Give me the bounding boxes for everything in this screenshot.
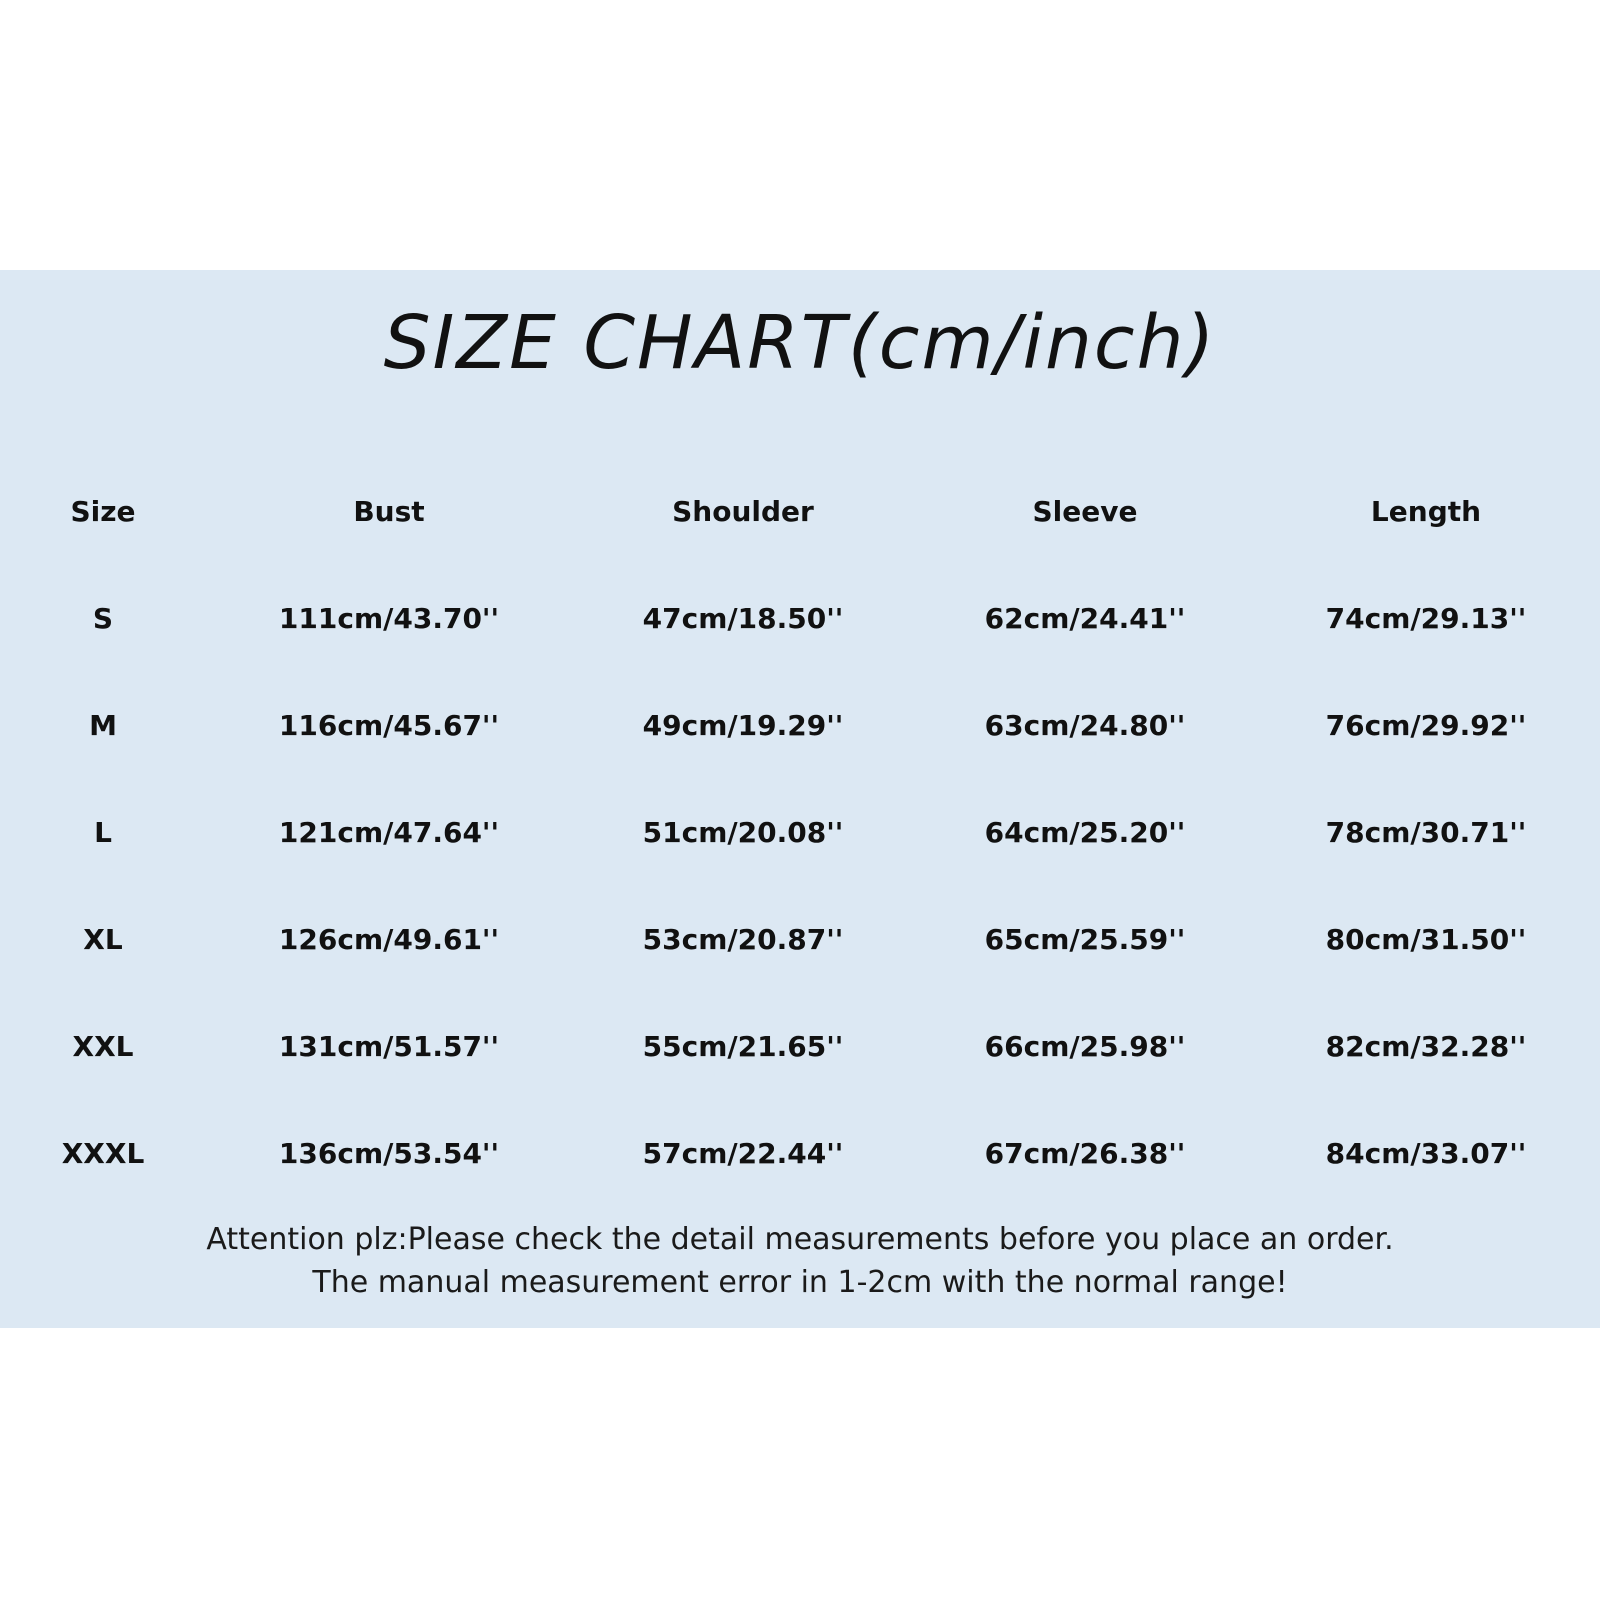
note-line-1: Attention plz:Please check the detail measurements before you place an order. (206, 1222, 1394, 1257)
sleeve-cell: 65cm/25.59'' (984, 923, 1186, 956)
header-sleeve: Sleeve (1032, 495, 1138, 528)
bust-cell: 136cm/53.54'' (278, 1137, 500, 1170)
sleeve-cell: 66cm/25.98'' (984, 1030, 1186, 1063)
size-cell: M (89, 709, 117, 742)
bust-cell: 121cm/47.64'' (278, 816, 500, 849)
shoulder-cell: 57cm/22.44'' (642, 1137, 844, 1170)
size-chart-panel (0, 270, 1600, 1328)
header-shoulder: Shoulder (672, 495, 814, 528)
sleeve-cell: 67cm/26.38'' (984, 1137, 1186, 1170)
length-cell: 84cm/33.07'' (1325, 1137, 1527, 1170)
table-header-row (0, 492, 1600, 532)
table-row (0, 706, 1600, 746)
length-cell: 80cm/31.50'' (1325, 923, 1527, 956)
sleeve-cell: 64cm/25.20'' (984, 816, 1186, 849)
size-chart-title: SIZE CHART(cm/inch) (383, 300, 1217, 386)
shoulder-cell: 49cm/19.29'' (642, 709, 844, 742)
bust-cell: 126cm/49.61'' (278, 923, 500, 956)
length-cell: 82cm/32.28'' (1325, 1030, 1527, 1063)
bust-cell: 131cm/51.57'' (278, 1030, 500, 1063)
shoulder-cell: 47cm/18.50'' (642, 602, 844, 635)
bust-cell: 111cm/43.70'' (278, 602, 500, 635)
header-size: Size (70, 495, 136, 528)
table-row (0, 599, 1600, 639)
shoulder-cell: 55cm/21.65'' (642, 1030, 844, 1063)
bust-cell: 116cm/45.67'' (278, 709, 500, 742)
size-cell: L (94, 816, 112, 849)
table-row (0, 813, 1600, 853)
length-cell: 74cm/29.13'' (1325, 602, 1527, 635)
table-row (0, 1027, 1600, 1067)
sleeve-cell: 63cm/24.80'' (984, 709, 1186, 742)
attention-note (0, 1218, 1600, 1304)
shoulder-cell: 51cm/20.08'' (642, 816, 844, 849)
header-length: Length (1370, 495, 1482, 528)
table-row (0, 1134, 1600, 1174)
note-line-2: The manual measurement error in 1-2cm with the normal range! (312, 1265, 1288, 1300)
sleeve-cell: 62cm/24.41'' (984, 602, 1186, 635)
length-cell: 76cm/29.92'' (1325, 709, 1527, 742)
table-row (0, 920, 1600, 960)
header-bust: Bust (353, 495, 425, 528)
size-cell: XXXL (61, 1137, 145, 1170)
size-cell: S (92, 602, 114, 635)
size-cell: XL (83, 923, 123, 956)
length-cell: 78cm/30.71'' (1325, 816, 1527, 849)
shoulder-cell: 53cm/20.87'' (642, 923, 844, 956)
size-cell: XXL (72, 1030, 134, 1063)
